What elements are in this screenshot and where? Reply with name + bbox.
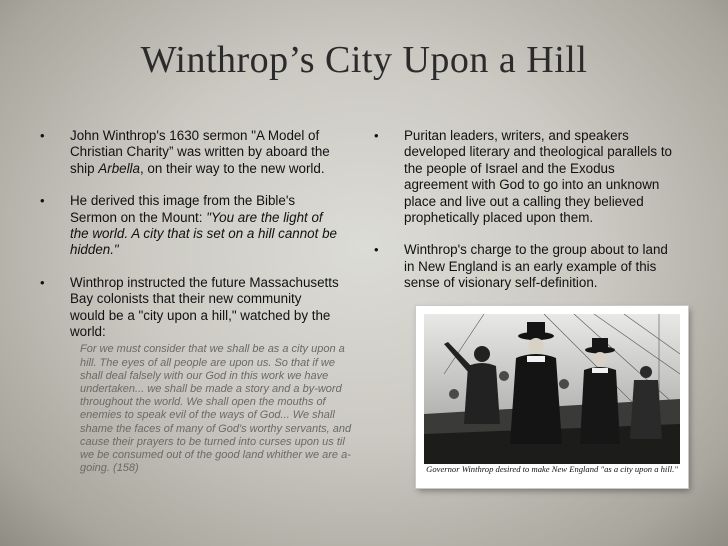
bullet-puritan-leaders (374, 128, 674, 226)
right-bullet-list (374, 128, 674, 292)
winthrop-illustration (416, 306, 688, 488)
bullet-puritan-text: Puritan leaders, writers, and speakers developed literary and theological parallels to the people of Israel and the Exodus agreement with God to go into an unknown place and live out a calling they believed prophetically placed upon them. (404, 128, 672, 226)
right-column (374, 128, 674, 308)
left-column (40, 128, 352, 476)
bullet-icon: • (374, 128, 379, 143)
bullet-icon: • (40, 274, 45, 290)
slide-title: Winthrop’s City Upon a Hill (140, 39, 588, 81)
ship-name: Arbella (98, 160, 140, 176)
bullet-instruction-text: Winthrop instructed the future Massachusetts Bay colonists that their new community would be a "city upon a hill," watched by the world: (70, 274, 339, 340)
bullet-icon: • (40, 193, 45, 209)
bible-quote: "You are the light of the world. A city that is set on a hill cannot be hidden." (70, 209, 337, 258)
bullet-sermon-text-end: , on their way to the new world. (139, 160, 325, 176)
bullet-bible (40, 193, 340, 259)
bullet-sermon (40, 128, 340, 177)
engraving-image (424, 314, 680, 464)
sermon-quote: For we must consider that we shall be as a city upon a hill. The eyes of all people are upon us. So that if we shall deal falsely with our God in this work we have undertaken... we shall be made a story and a by-word throughout the world. We shall open the mouths of enemies to speak evil of the ways of God... We shall shame the faces of many of God's worthy servants, and cause their prayers to be turned into curses upon us til we be consumed out of the good land whither we are a-going. (158) (80, 343, 352, 475)
bullet-sermon-text: John Winthrop's 1630 sermon "A Model of Christian Charity” was written by aboard the ship (70, 128, 330, 176)
bullet-instruction (40, 275, 340, 341)
bullet-icon: • (374, 242, 379, 258)
bullet-winthrop-charge (374, 242, 674, 291)
left-bullet-list (40, 128, 340, 340)
bullet-charge-text: Winthrop's charge to the group about to land in New England is an early example of this sense of visionary self-definition. (404, 242, 668, 291)
bullet-icon: • (40, 128, 45, 143)
bullet-bible-text: He derived this image from the Bible's Sermon on the Mount: (70, 193, 296, 225)
illustration-caption: Governor Winthrop desired to make New England "as a city upon a hill." (426, 464, 678, 474)
